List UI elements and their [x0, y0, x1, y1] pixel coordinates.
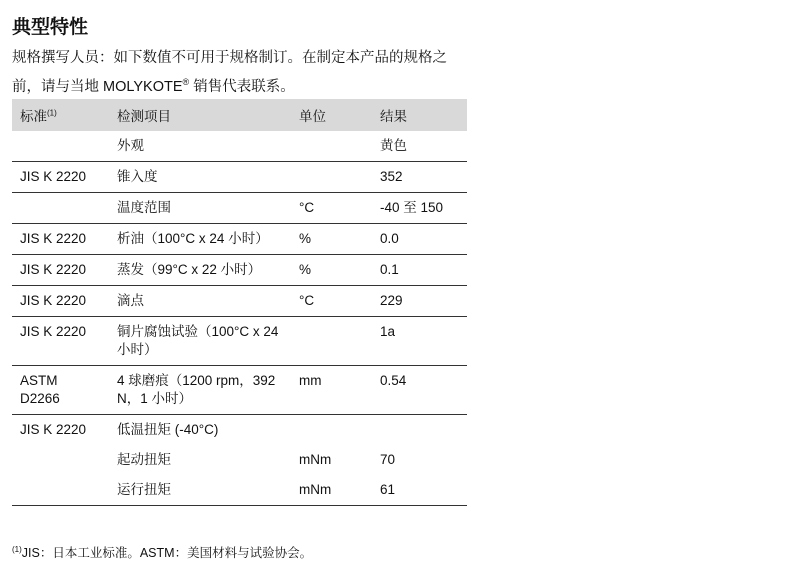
registered-mark: ®: [182, 77, 190, 87]
table-row: [12, 162, 467, 193]
table-row: [12, 255, 467, 286]
cell-item: 锥入度: [109, 162, 291, 193]
cell-unit: °C: [291, 193, 372, 224]
table-row: [12, 317, 467, 366]
cell-unit: mNm: [299, 452, 332, 467]
cell-result: [372, 415, 467, 446]
table-row: [12, 224, 467, 255]
header-unit: 单位: [291, 99, 372, 131]
intro-paragraph: [12, 46, 467, 99]
intro-text: 规格撰写人员：如下数值不可用于规格制订。在制定本产品的规格之前，请与当地 MOLYKOTE: [12, 50, 447, 95]
cell-item: 温度范围: [109, 193, 291, 224]
cell-result: 352: [372, 162, 467, 193]
table-row: [12, 445, 467, 475]
cell-item: 外观: [117, 138, 144, 153]
cell-standard: [12, 131, 109, 162]
cell-result: 0.54: [372, 366, 467, 415]
cell-item: 蒸发（99°C x 22 小时）: [109, 255, 291, 286]
cell-standard: [12, 445, 109, 475]
cell-item: 4 球磨痕（1200 rpm，392 N，1 小时）: [109, 366, 291, 415]
cell-unit: [291, 415, 372, 446]
cell-unit: %: [291, 255, 372, 286]
cell-unit: [291, 317, 372, 366]
cell-item: 析油（100°C x 24 小时）: [109, 224, 291, 255]
cell-result: -40 至 150: [372, 193, 467, 224]
cell-item: 起动扭矩: [117, 452, 171, 467]
cell-standard: JIS K 2220: [12, 286, 109, 317]
cell-standard: JIS K 2220: [12, 255, 109, 286]
cell-result: 黄色: [380, 138, 407, 153]
cell-unit: mNm: [291, 475, 372, 506]
cell-standard: JIS K 2220: [12, 224, 109, 255]
footnote-mark: (1): [12, 544, 22, 554]
cell-standard: JIS K 2220: [12, 317, 109, 366]
table-header-row: [12, 99, 467, 131]
table-row: [12, 193, 467, 224]
typical-properties-table: [12, 99, 467, 506]
cell-item: 滴点: [109, 286, 291, 317]
footnote-ref: (1): [47, 108, 57, 118]
cell-unit: mm: [291, 366, 372, 415]
section-title: 典型特性: [12, 17, 89, 38]
cell-item: 低温扭矩 (-40°C): [109, 415, 291, 446]
cell-unit: [291, 162, 372, 193]
footnote: [12, 543, 312, 561]
cell-item: 运行扭矩: [109, 475, 291, 506]
table-row: [12, 415, 467, 446]
header-item: 检测项目: [109, 99, 291, 131]
intro-text-end: 销售代表联系。: [189, 78, 295, 95]
cell-item: 铜片腐蚀试验（100°C x 24 小时）: [109, 317, 291, 366]
cell-standard: [12, 193, 109, 224]
cell-standard: [12, 475, 109, 506]
cell-result: 1a: [372, 317, 467, 366]
header-standard: 标准$^{(1)}$: [12, 99, 109, 131]
table-row: [12, 475, 467, 506]
cell-result: 61: [372, 475, 467, 506]
footnote-text: JIS：日本工业标准。ASTM：美国材料与试验协会。: [21, 546, 313, 560]
table-row: [12, 286, 467, 317]
cell-unit: %: [291, 224, 372, 255]
cell-unit: °C: [291, 286, 372, 317]
cell-unit: [291, 131, 372, 162]
header-result: 结果: [372, 99, 467, 131]
table-row: [12, 131, 467, 162]
cell-result: 70: [380, 452, 396, 467]
cell-result: 0.0: [372, 224, 467, 255]
cell-result: 0.1: [372, 255, 467, 286]
cell-standard: ASTM D2266: [12, 366, 109, 415]
cell-standard: JIS K 2220: [12, 162, 109, 193]
cell-result: 229: [372, 286, 467, 317]
table-row: [12, 366, 467, 415]
cell-standard: JIS K 2220: [12, 415, 109, 446]
